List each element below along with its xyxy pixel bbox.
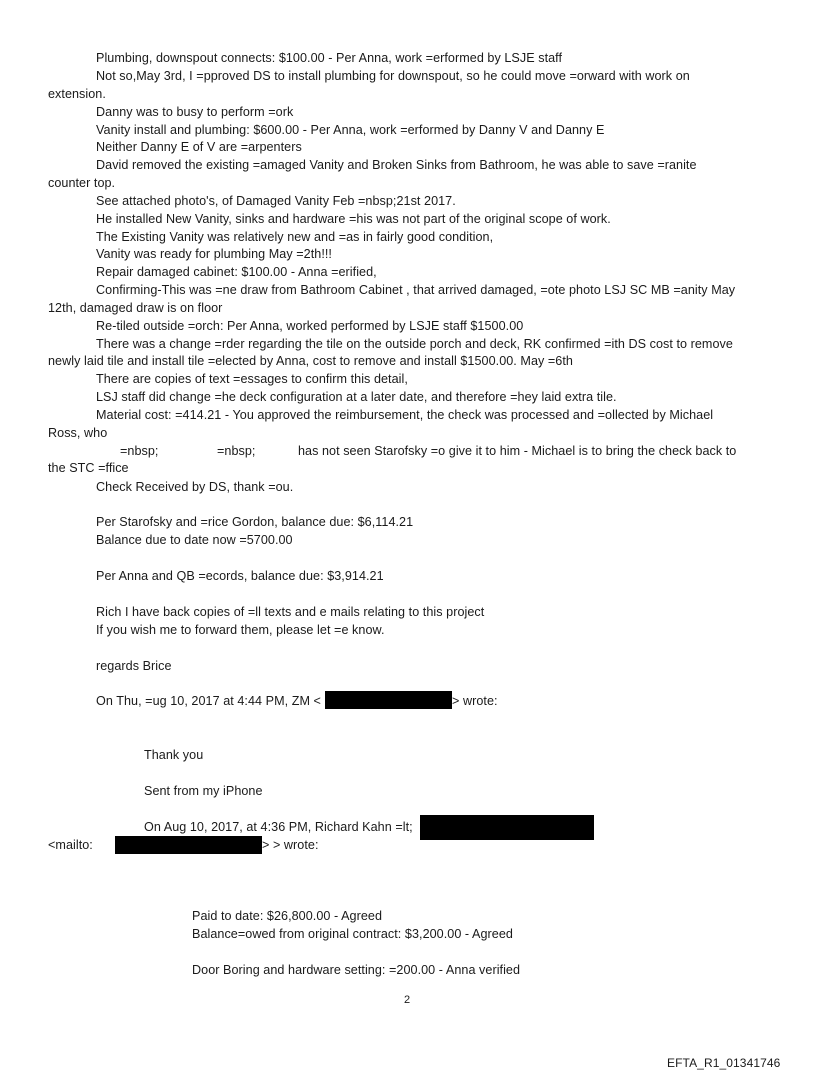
text-line: Paid to date: $26,800.00 - Agreed [192, 909, 383, 923]
text-line: Sent from my iPhone [144, 784, 263, 798]
text-line: > > wrote: [262, 838, 319, 852]
redaction-block [325, 691, 452, 709]
text-line: Confirming-This was =ne draw from Bathroom Cabinet , that arrived damaged, =ote photo LSJ SC MB =anity May [96, 283, 736, 297]
text-line: the STC =ffice [48, 461, 129, 475]
text-line: David removed the existing =amaged Vanity and Broken Sinks from Bathroom, he was able to save =ranite [96, 158, 697, 172]
text-line: Per Starofsky and =rice Gordon, balance due: $6,114.21 [96, 515, 414, 529]
page-number: 2 [404, 994, 411, 1006]
text-line: Door Boring and hardware setting: =200.00 - Anna verified [192, 963, 521, 977]
text-line: LSJ staff did change =he deck configuration at a later date, and therefore =hey laid extra tile. [96, 390, 617, 404]
redaction-block [420, 815, 594, 840]
text-line: Neither Danny E of V are =arpenters [96, 140, 302, 154]
text-line: extension. [48, 87, 106, 101]
text-line: Ross, who [48, 426, 108, 440]
text-line: 12th, damaged draw is on floor [48, 301, 223, 315]
text-line: Vanity install and plumbing: $600.00 - Per Anna, work =erformed by Danny V and Danny E [96, 123, 605, 137]
text-line: There was a change =rder regarding the tile on the outside porch and deck, RK confirmed =ith DS cost to remove [96, 337, 733, 351]
text-line: Plumbing, downspout connects: $100.00 - Per Anna, work =erformed by LSJE staff [96, 51, 563, 65]
text-line: counter top. [48, 176, 116, 190]
text-line: Balance=owed from original contract: $3,200.00 - Agreed [192, 927, 513, 941]
text-line: > wrote: [452, 694, 498, 708]
text-line: The Existing Vanity was relatively new and =as in fairly good condition, [96, 230, 494, 244]
text-line: =nbsp; [217, 444, 256, 458]
text-line: Not so,May 3rd, I =pproved DS to install plumbing for downspout, so he could move =orward with work on [96, 69, 690, 83]
text-line: Rich I have back copies of =ll texts and e mails relating to this project [96, 605, 485, 619]
text-line: =nbsp; [120, 444, 159, 458]
text-line: Danny was to busy to perform =ork [96, 105, 294, 119]
text-line: Repair damaged cabinet: $100.00 - Anna =erified, [96, 265, 377, 279]
text-line: See attached photo's, of Damaged Vanity Feb =nbsp;21st 2017. [96, 194, 456, 208]
text-line: Re-tiled outside =orch: Per Anna, worked performed by LSJE staff $1500.00 [96, 319, 524, 333]
text-line: Check Received by DS, thank =ou. [96, 480, 294, 494]
document-id: EFTA_R1_01341746 [667, 1056, 781, 1070]
text-line: Vanity was ready for plumbing May =2th!!! [96, 247, 332, 261]
text-line: has not seen Starofsky =o give it to him - Michael is to bring the check back to [298, 444, 737, 458]
text-line: Material cost: =414.21 - You approved the reimbursement, the check was processed and =ollected by Michael [96, 408, 714, 422]
reply-header-line: On Aug 10, 2017, at 4:36 PM, Richard Kahn =lt; [144, 820, 413, 834]
text-line: Per Anna and QB =ecords, balance due: $3,914.21 [96, 569, 384, 583]
text-line: Thank you [144, 748, 204, 762]
signature-line: regards Brice [96, 659, 172, 673]
text-line: Balance due to date now =5700.00 [96, 533, 293, 547]
redaction-block [115, 836, 262, 854]
text-line: <mailto: [48, 838, 93, 852]
text-line: There are copies of text =essages to confirm this detail, [96, 372, 408, 386]
text-line: He installed New Vanity, sinks and hardware =his was not part of the original scope of work. [96, 212, 611, 226]
reply-header-line: On Thu, =ug 10, 2017 at 4:44 PM, ZM < [96, 694, 321, 708]
text-line: If you wish me to forward them, please let =e know. [96, 623, 385, 637]
text-line: newly laid tile and install tile =elected by Anna, cost to remove and install $1500.00. May =6th [48, 354, 573, 368]
